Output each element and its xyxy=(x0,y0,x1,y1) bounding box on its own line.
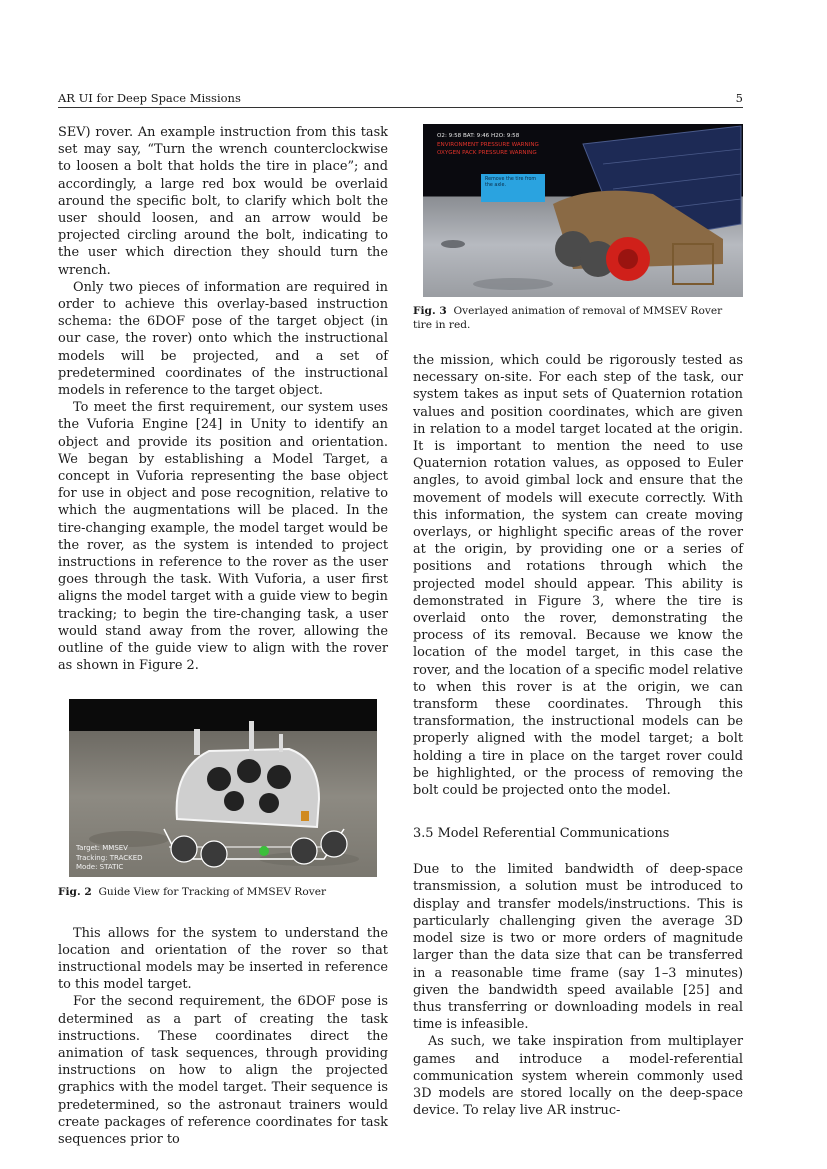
paragraph: Only two pieces of information are required in order to achieve this overlay-based instruction schema: the 6DOF pose of the target object (in our case, the rover) onto which the instructional models will be projected, and a set of predetermined coordinates of the instructional models in reference to the target object. xyxy=(58,279,388,399)
section-heading: 3.5 Model Referential Communications xyxy=(413,826,670,842)
right-column xyxy=(413,124,743,1119)
left-column xyxy=(58,124,388,1148)
hud-warning: OXYGEN PACK PRESSURE WARNING xyxy=(437,150,537,156)
figure-3-image xyxy=(423,124,743,297)
figure-2-caption xyxy=(58,885,388,899)
overlay-tracking-text: Tracking: TRACKED xyxy=(76,853,143,862)
page-number: 5 xyxy=(735,91,743,105)
paragraph: This allows for the system to understand the location and orientation of the rover so that instructional models may be inserted in reference to this model target. xyxy=(58,925,388,993)
hud-stats: O2: 9:58 BAT: 9:46 H2O: 9:58 xyxy=(437,133,520,139)
figure-3-label: Fig. 3 xyxy=(413,305,447,317)
overlay-target-text: Target: MMSEV xyxy=(76,844,128,852)
figure-2-image xyxy=(69,699,377,877)
figure-3-caption-text: Overlayed animation of removal of MMSEV Rover tire in red. xyxy=(413,305,723,331)
paragraph: For the second requirement, the 6DOF pose is determined as a part of creating the task instructions. These coordinates direct the animation of task sequences, through providing instructions on how to align the projected graphics with the model target. Their sequence is predetermined, so the astronaut trainers would create packages of reference coordinates for task sequences prior to xyxy=(58,994,388,1147)
paragraph: SEV) rover. An example instruction from this task set may say, “Turn the wrench counterclockwise to loosen a bolt that holds the tire in place”; and accordingly, a large red box would be overlaid around the specific bolt, to clarify which bolt the user should loosen, and an arrow would be projected circling around the bolt, indicating to the user which direction they should turn the wrench. xyxy=(58,125,388,278)
overlay-mode-text: Mode: STATIC xyxy=(76,863,124,871)
paragraph: the mission, which could be rigorously tested as necessary on-site. For each step of the task, our system takes as input sets of Quaternion rotation values and position coordinates, which are given in relation to a model target located at the origin. It is important to mention the need to use Quaternion rotation values, as opposed to Euler angles, to avoid gimbal lock and ensure that the movement of models will execute correctly. With this information, the system can create moving overlays, or highlight specific areas of the rover at the origin, by providing one or a series of positions and rotations through which the projected model should appear. This ability is demonstrated in Figure 3, where the tire is overlaid onto the rover, demonstrating the process of its removal. Because we know the location of the model target, in this case the rover, and the location of a specific model relative to when this rover is at the origin, we can transform these coordinates. Through this transformation, the instructional models can be properly aligned with the model target; a bolt holding a tire in place on the target rover could be highlighted, or the process of removing the bolt could be projected onto the model. xyxy=(413,353,743,799)
running-head xyxy=(58,91,743,108)
figure-2-label: Fig. 2 xyxy=(58,885,92,898)
tracking-overlay xyxy=(76,844,143,873)
paragraph: To meet the first requirement, our system uses the Vuforia Engine [24] in Unity to identify an object and provide its position and orientation. We began by establishing a Model Target, a concept in Vuforia representing the base object for use in object and pose recognition, relative to which the augmentations will be placed. In the tire-changing example, the model target would be the rover, as the system is intended to project instructions in reference to the rover as the user goes through the task. With Vuforia, a user first aligns the model target with a guide view to begin tracking; to begin the tire-changing task, a user would stand away from the rover, allowing the outline of the guide view to align with the rover as shown in Figure 2. xyxy=(58,400,388,674)
figure-3-caption xyxy=(413,304,743,332)
hud-warning: ENVIRONMENT PRESSURE WARNING xyxy=(437,141,539,148)
running-title: AR UI for Deep Space Missions xyxy=(58,91,241,105)
paragraph: As such, we take inspiration from multiplayer games and introduce a model-referential communication system wherein commonly used 3D models are stored locally on the deep-space device. To relay live AR instruc- xyxy=(413,1034,743,1119)
paragraph: Due to the limited bandwidth of deep-space transmission, a solution must be introduced to display and transfer models/instructions. This is particularly challenging given the average 3D model size is two or more orders of magnitude larger than the data size that can be transferred in a reasonable time frame (say 1–3 minutes) given the bandwidth speed available [25] and thus transferring or downloading models in real time is infeasible. xyxy=(413,862,743,1033)
instruction-panel: Remove the tire from the axle. xyxy=(481,174,545,202)
figure-2-caption-text: Guide View for Tracking of MMSEV Rover xyxy=(98,885,327,898)
hud-overlay xyxy=(437,132,539,158)
